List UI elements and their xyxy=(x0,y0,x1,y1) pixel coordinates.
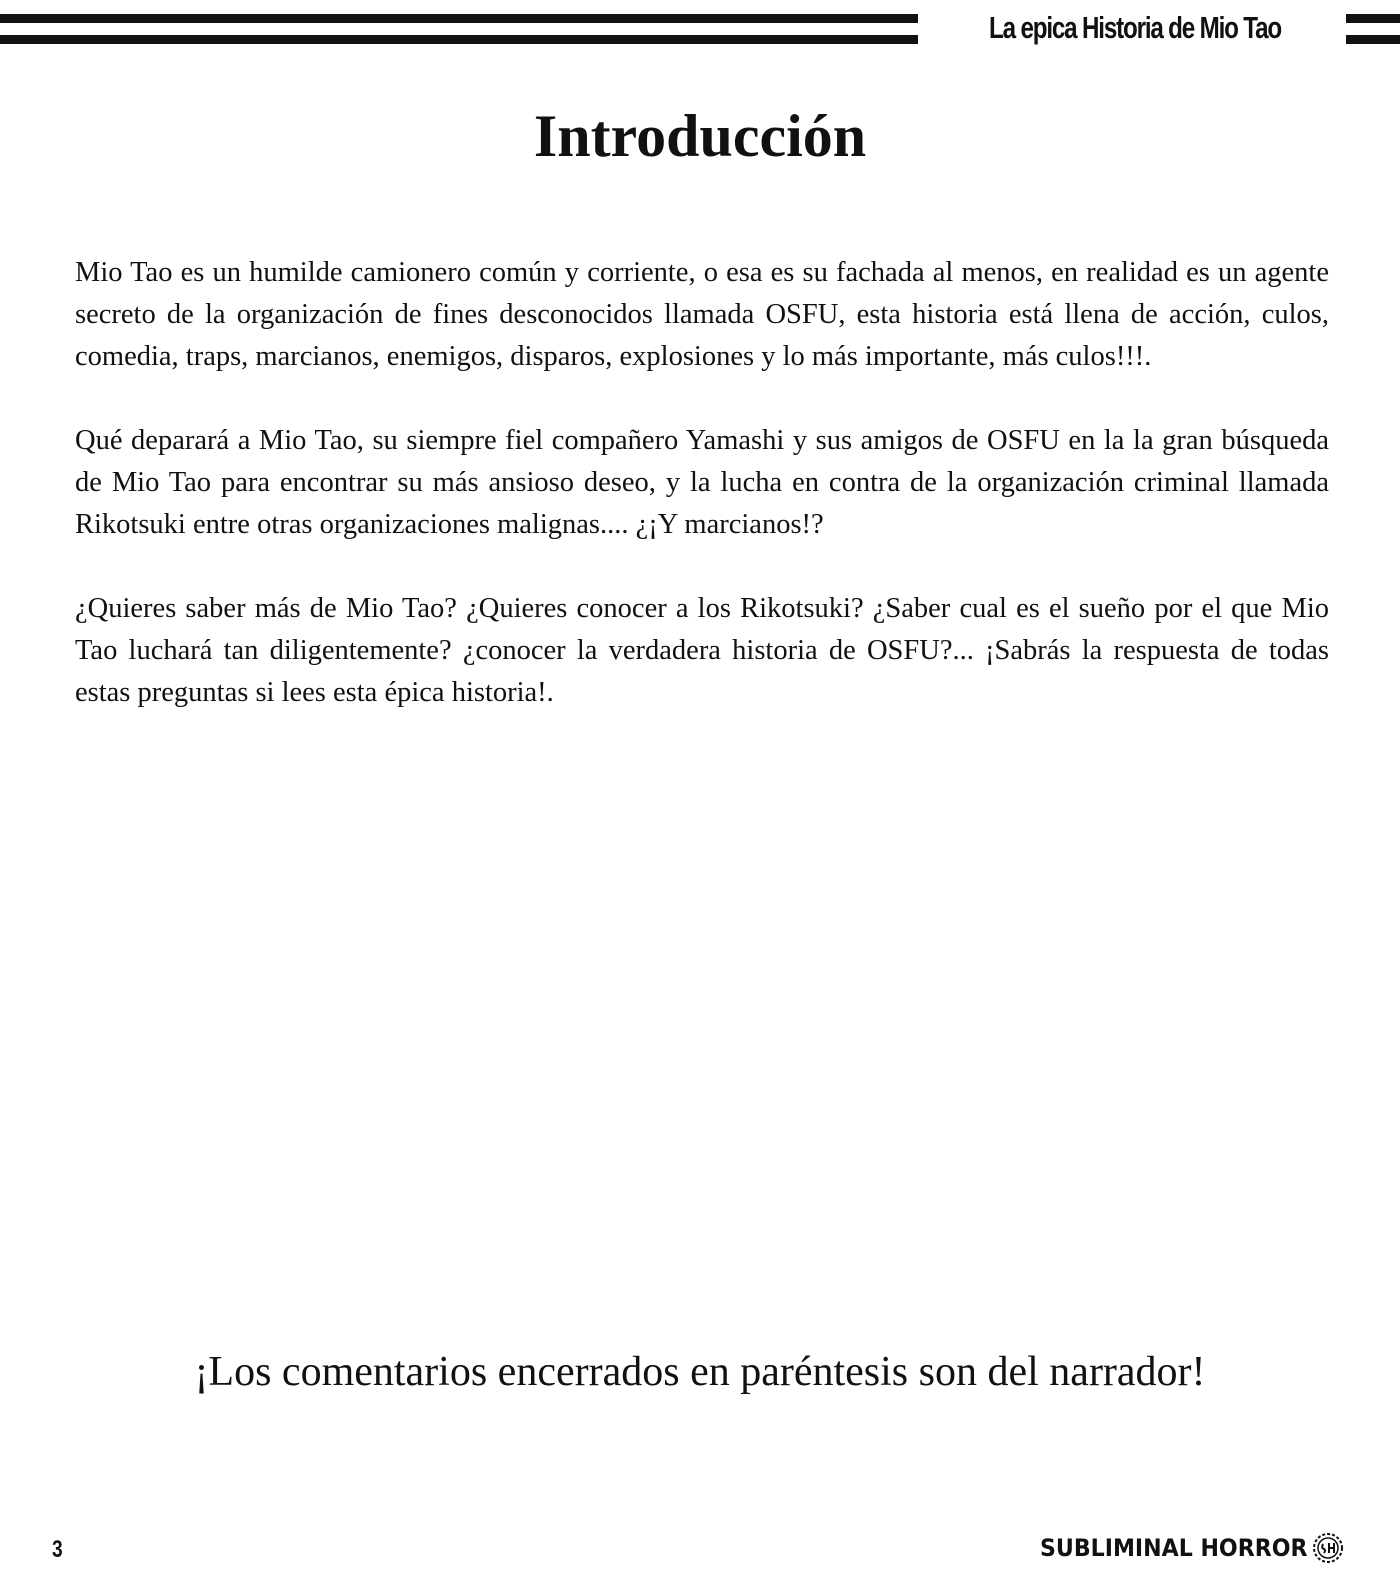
header-stripe-bottom xyxy=(0,35,918,44)
header-stripe-top-right xyxy=(1346,14,1400,23)
paragraph-2: Qué deparará a Mio Tao, su siempre fiel compañero Yamashi y sus amigos de OSFU en la la gran búsqueda de Mio Tao para encontrar su más ansioso deseo, y la lucha en contra de la organización criminal llamada Rikotsuki entre otras organizaciones malignas.... ¿¡Y marcianos!? xyxy=(75,425,1329,540)
page-title: Introducción xyxy=(533,103,867,169)
paragraph-3: ¿Quieres saber más de Mio Tao? ¿Quieres conocer a los Rikotsuki? ¿Saber cual es el sueño por el que Mio Tao luchará tan diligentemente? ¿conocer la verdadera historia de OSFU?... ¡Sabrás la respuesta de todas estas preguntas si lees esta épica historia!. xyxy=(75,593,1329,708)
page-number: 3 xyxy=(52,1536,63,1563)
paragraph-1: Mio Tao es un humilde camionero común y corriente, o esa es su fachada al menos, en realidad es un agente secreto de la organización de fines desconocidos llamada OSFU, esta historia está llena de acción, culos, comedia, traps, marcianos, enemigos, disparos, explosiones y lo más importante, más culos!!!. xyxy=(75,257,1329,372)
header-stripes-left xyxy=(0,14,918,46)
body-text xyxy=(75,252,1329,756)
narrator-note: ¡Los comentarios encerrados en paréntesis son del narrador! xyxy=(194,1349,1206,1395)
running-title: La epica Historia de Mio Tao xyxy=(989,10,1281,45)
header-stripe-bottom-right xyxy=(1346,35,1400,44)
subliminal-horror-logo-icon xyxy=(1312,1532,1344,1564)
header-stripe-top xyxy=(0,14,918,23)
header-stripes-right xyxy=(1346,14,1400,46)
publisher-name: SUBLIMINAL HORROR xyxy=(1040,1534,1308,1562)
